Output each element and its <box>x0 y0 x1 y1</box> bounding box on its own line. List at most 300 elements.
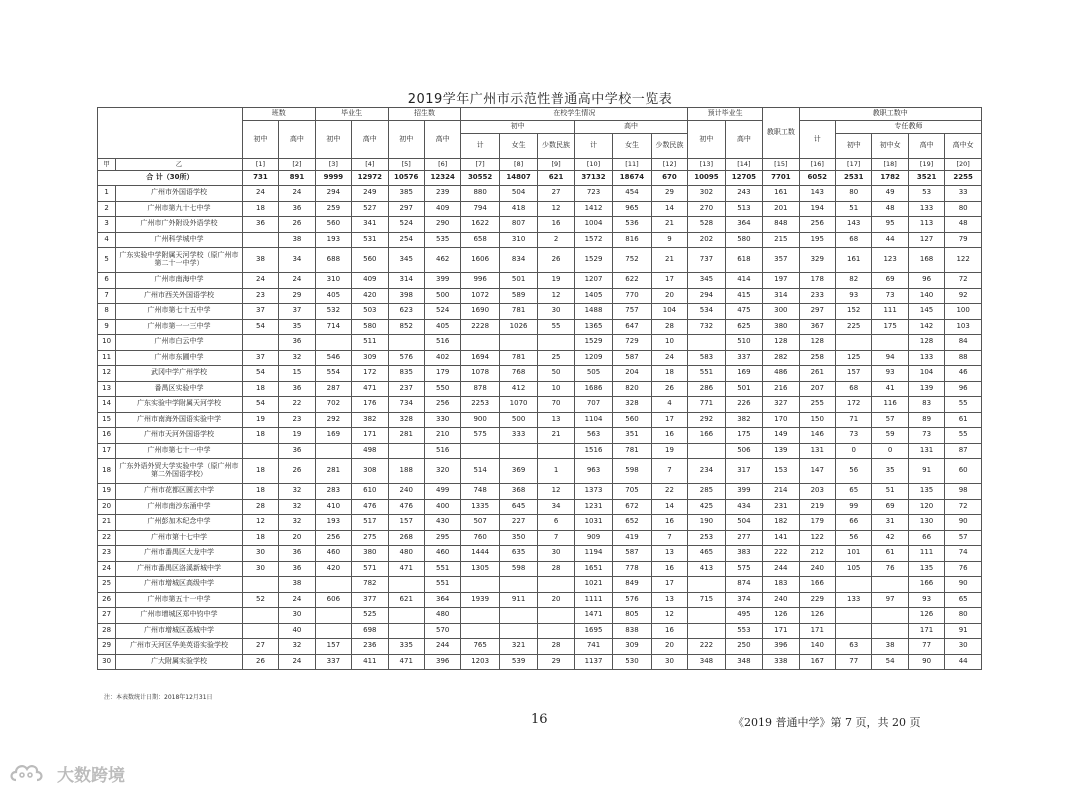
table-cell <box>538 443 574 459</box>
table-cell: 308 <box>352 459 388 484</box>
table-cell: 32 <box>279 499 315 515</box>
table-cell: 10 <box>651 335 688 351</box>
table-cell: 909 <box>574 530 612 546</box>
table-cell: 36 <box>279 381 315 397</box>
table-cell: 317 <box>725 459 762 484</box>
table-cell: 24 <box>279 592 315 608</box>
table-cell: 330 <box>424 412 460 428</box>
table-cell: 295 <box>424 530 460 546</box>
table-cell: 57 <box>872 412 908 428</box>
table-cell <box>688 577 725 593</box>
table-cell: 770 <box>613 288 651 304</box>
row-number: 14 <box>98 397 116 413</box>
table-row <box>98 499 982 515</box>
table-cell: 13 <box>651 592 688 608</box>
table-cell: 28 <box>651 319 688 335</box>
header-senior-group: 高中 <box>574 121 687 134</box>
table-cell: 254 <box>388 232 424 248</box>
table-cell: 61 <box>872 546 908 562</box>
table-cell: 122 <box>945 248 982 273</box>
col-a-label: 甲 <box>98 159 116 171</box>
table-cell: 16 <box>651 561 688 577</box>
table-cell: 44 <box>872 232 908 248</box>
table-cell: 625 <box>725 319 762 335</box>
total-cell: 9999 <box>315 171 351 186</box>
row-number: 1 <box>98 186 116 202</box>
total-cell: 731 <box>242 171 278 186</box>
table-cell: 1365 <box>574 319 612 335</box>
table-cell: 172 <box>352 366 388 382</box>
table-cell: 399 <box>424 273 460 289</box>
table-cell: 546 <box>315 350 351 366</box>
table-cell: 103 <box>945 319 982 335</box>
table-cell: 848 <box>763 217 799 233</box>
table-cell <box>461 608 499 624</box>
table-row <box>98 288 982 304</box>
table-cell: 87 <box>945 443 982 459</box>
table-cell: 270 <box>688 201 725 217</box>
table-cell: 835 <box>388 366 424 382</box>
table-cell: 133 <box>835 592 871 608</box>
school-name: 广州市南海外国语实验中学 <box>116 412 243 428</box>
table-cell: 36 <box>279 546 315 562</box>
header-t-senior: 高中 <box>908 134 944 159</box>
school-name: 广州科学城中学 <box>116 232 243 248</box>
table-cell: 135 <box>908 484 944 500</box>
table-cell: 83 <box>908 397 944 413</box>
table-cell: 37 <box>242 304 278 320</box>
table-cell: 157 <box>835 366 871 382</box>
row-number: 9 <box>98 319 116 335</box>
table-cell: 216 <box>763 381 799 397</box>
table-cell: 302 <box>688 186 725 202</box>
table-cell: 503 <box>352 304 388 320</box>
table-cell: 16 <box>651 515 688 531</box>
total-label: 合 计（30所） <box>98 171 243 186</box>
table-cell: 589 <box>499 288 537 304</box>
table-cell: 30 <box>945 639 982 655</box>
table-cell: 28 <box>538 639 574 655</box>
table-cell: 320 <box>424 459 460 484</box>
row-number: 21 <box>98 515 116 531</box>
table-cell: 672 <box>613 499 651 515</box>
table-cell: 501 <box>499 273 537 289</box>
table-cell: 38 <box>872 639 908 655</box>
table-cell: 412 <box>499 381 537 397</box>
table-cell: 236 <box>352 639 388 655</box>
table-cell: 462 <box>424 248 460 273</box>
table-cell: 571 <box>352 561 388 577</box>
table-cell: 382 <box>725 412 762 428</box>
school-name: 广东外语外贸大学实验中学（原广州市第二外国语学校） <box>116 459 243 484</box>
table-cell: 27 <box>538 186 574 202</box>
table-cell: 741 <box>574 639 612 655</box>
table-cell: 7 <box>651 530 688 546</box>
table-cell: 292 <box>315 412 351 428</box>
table-cell: 327 <box>763 397 799 413</box>
table-cell: 68 <box>835 232 871 248</box>
table-cell: 781 <box>499 350 537 366</box>
table-cell: 622 <box>613 273 651 289</box>
header-enr-senior: 高中 <box>424 121 460 159</box>
table-cell: 98 <box>945 484 982 500</box>
table-cell: 369 <box>499 459 537 484</box>
total-cell: 10095 <box>688 171 725 186</box>
table-cell: 507 <box>461 515 499 531</box>
table-cell: 348 <box>688 654 725 670</box>
table-cell: 15 <box>279 366 315 382</box>
table-cell <box>499 623 537 639</box>
table-cell <box>499 335 537 351</box>
table-cell: 51 <box>872 484 908 500</box>
table-cell: 166 <box>908 577 944 593</box>
header-classes: 班数 <box>242 108 315 121</box>
table-cell: 575 <box>461 428 499 444</box>
table-cell: 27 <box>242 639 278 655</box>
col-index-cell: [18] <box>872 159 908 171</box>
table-cell: 535 <box>424 232 460 248</box>
table-cell: 29 <box>279 288 315 304</box>
table-cell: 125 <box>835 350 871 366</box>
table-cell: 113 <box>908 217 944 233</box>
table-row <box>98 654 982 670</box>
table-cell: 12 <box>651 608 688 624</box>
col-index-cell: [3] <box>315 159 351 171</box>
school-name: 广州市南沙东涌中学 <box>116 499 243 515</box>
table-cell: 1104 <box>574 412 612 428</box>
table-cell: 420 <box>315 561 351 577</box>
table-cell: 294 <box>688 288 725 304</box>
table-cell: 587 <box>613 350 651 366</box>
table-cell: 24 <box>242 186 278 202</box>
table-cell: 1231 <box>574 499 612 515</box>
table-cell: 21 <box>651 248 688 273</box>
table-cell: 35 <box>279 319 315 335</box>
table-cell: 233 <box>799 288 835 304</box>
table-cell: 91 <box>908 459 944 484</box>
table-cell: 255 <box>799 397 835 413</box>
table-cell: 560 <box>315 217 351 233</box>
table-cell <box>315 443 351 459</box>
table-cell: 400 <box>424 499 460 515</box>
school-name: 番禺区实验中学 <box>116 381 243 397</box>
col-index-cell: [9] <box>538 159 574 171</box>
table-row <box>98 515 982 531</box>
table-cell: 2228 <box>461 319 499 335</box>
table-cell: 171 <box>763 623 799 639</box>
table-cell: 807 <box>499 217 537 233</box>
table-cell: 413 <box>688 561 725 577</box>
table-cell: 570 <box>424 623 460 639</box>
table-cell: 52 <box>242 592 278 608</box>
table-cell: 530 <box>613 654 651 670</box>
table-cell: 32 <box>279 515 315 531</box>
table-cell: 30 <box>651 654 688 670</box>
table-cell: 732 <box>688 319 725 335</box>
school-name: 广州市天河区华美英语实验学校 <box>116 639 243 655</box>
table-cell: 414 <box>725 273 762 289</box>
table-cell: 333 <box>499 428 537 444</box>
table-cell: 12 <box>538 288 574 304</box>
school-name: 武冈中学广州学校 <box>116 366 243 382</box>
table-cell: 79 <box>945 232 982 248</box>
table-cell: 73 <box>835 428 871 444</box>
table-cell: 100 <box>945 304 982 320</box>
row-number: 2 <box>98 201 116 217</box>
school-name: 广州市第一一三中学 <box>116 319 243 335</box>
table-cell: 1939 <box>461 592 499 608</box>
row-number: 11 <box>98 350 116 366</box>
table-cell: 146 <box>799 428 835 444</box>
table-cell: 380 <box>763 319 799 335</box>
table-cell: 135 <box>908 561 944 577</box>
table-cell: 55 <box>945 428 982 444</box>
table-cell: 1690 <box>461 304 499 320</box>
total-cell: 14807 <box>499 171 537 186</box>
table-cell: 550 <box>424 381 460 397</box>
table-cell: 123 <box>872 248 908 273</box>
table-cell: 167 <box>799 654 835 670</box>
table-cell: 130 <box>908 515 944 531</box>
table-cell: 405 <box>424 319 460 335</box>
table-cell: 1444 <box>461 546 499 562</box>
col-b-label: 乙 <box>116 159 243 171</box>
table-cell: 516 <box>424 335 460 351</box>
table-cell: 499 <box>424 484 460 500</box>
table-cell <box>688 443 725 459</box>
row-number: 17 <box>98 443 116 459</box>
table-cell: 24 <box>242 273 278 289</box>
table-cell: 14 <box>651 201 688 217</box>
table-cell: 179 <box>424 366 460 382</box>
col-index-cell: [11] <box>613 159 651 171</box>
table-cell: 22 <box>651 484 688 500</box>
table-cell <box>388 608 424 624</box>
table-cell: 900 <box>461 412 499 428</box>
table-cell: 536 <box>613 217 651 233</box>
table-cell <box>835 577 871 593</box>
table-cell: 874 <box>725 577 762 593</box>
table-cell: 71 <box>835 412 871 428</box>
table-cell <box>872 335 908 351</box>
table-cell: 495 <box>725 608 762 624</box>
watermark <box>8 760 125 786</box>
table-cell: 12 <box>538 484 574 500</box>
table-cell: 31 <box>872 515 908 531</box>
table-cell: 480 <box>388 546 424 562</box>
table-cell: 212 <box>799 546 835 562</box>
row-number: 22 <box>98 530 116 546</box>
table-row <box>98 350 982 366</box>
table-cell: 531 <box>352 232 388 248</box>
table-cell: 90 <box>945 577 982 593</box>
table-cell: 215 <box>763 232 799 248</box>
table-cell: 4 <box>651 397 688 413</box>
table-cell: 1031 <box>574 515 612 531</box>
table-cell: 532 <box>315 304 351 320</box>
table-cell: 18 <box>242 459 278 484</box>
table-cell: 92 <box>945 288 982 304</box>
school-name: 广州市广外附设外语学校 <box>116 217 243 233</box>
table-cell: 283 <box>315 484 351 500</box>
row-number: 27 <box>98 608 116 624</box>
table-row <box>98 381 982 397</box>
table-cell: 253 <box>688 530 725 546</box>
table-cell: 551 <box>424 577 460 593</box>
table-cell: 475 <box>725 304 762 320</box>
table-cell: 18 <box>242 201 278 217</box>
table-cell <box>835 608 871 624</box>
table-cell: 44 <box>945 654 982 670</box>
table-cell: 133 <box>908 350 944 366</box>
table-cell: 34 <box>279 248 315 273</box>
table-cell: 506 <box>725 443 762 459</box>
table-cell: 16 <box>651 623 688 639</box>
table-cell: 179 <box>799 515 835 531</box>
header-blank <box>98 108 243 159</box>
table-cell: 65 <box>835 484 871 500</box>
table-cell: 234 <box>688 459 725 484</box>
table-cell: 18 <box>242 530 278 546</box>
table-cell: 1529 <box>574 248 612 273</box>
table-cell <box>538 608 574 624</box>
table-cell: 816 <box>613 232 651 248</box>
table-cell: 781 <box>613 443 651 459</box>
table-cell <box>242 335 278 351</box>
table-cell: 61 <box>945 412 982 428</box>
table-cell: 294 <box>315 186 351 202</box>
table-cell: 89 <box>908 412 944 428</box>
table-cell: 554 <box>315 366 351 382</box>
table-cell: 168 <box>908 248 944 273</box>
table-cell: 415 <box>725 288 762 304</box>
table-cell: 18 <box>651 366 688 382</box>
header-staff: 教职工数 <box>763 108 799 159</box>
table-cell: 48 <box>945 217 982 233</box>
table-cell: 328 <box>388 412 424 428</box>
table-cell: 623 <box>388 304 424 320</box>
table-cell: 300 <box>763 304 799 320</box>
table-cell: 12 <box>538 201 574 217</box>
table-cell: 1529 <box>574 335 612 351</box>
table-cell <box>461 577 499 593</box>
school-name: 广州市花都区圆玄中学 <box>116 484 243 500</box>
table-cell: 82 <box>835 273 871 289</box>
header-sr-minority: 少数民族 <box>651 134 688 159</box>
table-cell: 405 <box>315 288 351 304</box>
row-number: 29 <box>98 639 116 655</box>
table-cell: 287 <box>315 381 351 397</box>
header-classes-junior: 初中 <box>242 121 278 159</box>
table-cell: 268 <box>388 530 424 546</box>
school-name: 广州市番禺区洛溪新城中学 <box>116 561 243 577</box>
table-cell: 748 <box>461 484 499 500</box>
table-cell: 63 <box>835 639 871 655</box>
table-cell: 35 <box>872 459 908 484</box>
table-cell: 635 <box>499 546 537 562</box>
table-cell: 14 <box>651 499 688 515</box>
table-cell: 351 <box>613 428 651 444</box>
table-cell: 510 <box>725 335 762 351</box>
table-cell: 258 <box>799 350 835 366</box>
table-cell: 26 <box>242 654 278 670</box>
col-index-cell: [12] <box>651 159 688 171</box>
table-cell: 24 <box>279 186 315 202</box>
row-number: 19 <box>98 484 116 500</box>
table-cell: 350 <box>499 530 537 546</box>
table-cell: 55 <box>538 319 574 335</box>
table-cell: 193 <box>315 232 351 248</box>
row-number: 5 <box>98 248 116 273</box>
table-cell: 757 <box>613 304 651 320</box>
table-cell: 240 <box>799 561 835 577</box>
table-cell: 182 <box>763 515 799 531</box>
table-cell: 73 <box>872 288 908 304</box>
table-cell: 95 <box>872 217 908 233</box>
table-cell: 30 <box>538 546 574 562</box>
table-row <box>98 608 982 624</box>
school-name: 广州市番禺区大龙中学 <box>116 546 243 562</box>
table-cell: 782 <box>352 577 388 593</box>
table-cell: 878 <box>461 381 499 397</box>
table-cell: 516 <box>424 443 460 459</box>
table-cell: 157 <box>315 639 351 655</box>
header-sr-female: 女生 <box>613 134 651 159</box>
col-index-cell: [17] <box>835 159 871 171</box>
table-cell: 36 <box>279 201 315 217</box>
col-index-cell: [8] <box>499 159 537 171</box>
table-cell: 702 <box>315 397 351 413</box>
table-cell: 396 <box>763 639 799 655</box>
table-cell: 38 <box>242 248 278 273</box>
table-cell: 345 <box>388 248 424 273</box>
table-cell <box>242 443 278 459</box>
table-cell: 409 <box>352 273 388 289</box>
table-cell: 314 <box>388 273 424 289</box>
table-cell: 66 <box>908 530 944 546</box>
table-cell: 6 <box>538 515 574 531</box>
table-cell: 2 <box>538 232 574 248</box>
table-cell: 172 <box>835 397 871 413</box>
table-cell: 139 <box>763 443 799 459</box>
table-cell: 56 <box>835 459 871 484</box>
table-cell: 18 <box>242 381 278 397</box>
table-cell: 111 <box>908 546 944 562</box>
header-fulltime: 专任教师 <box>835 121 981 134</box>
row-number: 20 <box>98 499 116 515</box>
table-cell: 553 <box>725 623 762 639</box>
school-name: 广州市天河外国语学校 <box>116 428 243 444</box>
total-cell: 670 <box>651 171 688 186</box>
table-cell: 72 <box>945 273 982 289</box>
table-cell <box>499 577 537 593</box>
total-cell: 6052 <box>799 171 835 186</box>
table-cell: 504 <box>499 186 537 202</box>
row-number: 10 <box>98 335 116 351</box>
table-row <box>98 217 982 233</box>
table-row <box>98 366 982 382</box>
table-cell: 169 <box>315 428 351 444</box>
table-cell: 714 <box>315 319 351 335</box>
table-cell: 139 <box>908 381 944 397</box>
header-pg-senior: 高中 <box>725 121 762 159</box>
table-cell: 734 <box>388 397 424 413</box>
table-cell: 195 <box>799 232 835 248</box>
table-cell: 1373 <box>574 484 612 500</box>
table-note: 注：本表数统计日期：2018年12月31日 <box>104 694 213 701</box>
table-cell: 1694 <box>461 350 499 366</box>
total-cell: 621 <box>538 171 574 186</box>
